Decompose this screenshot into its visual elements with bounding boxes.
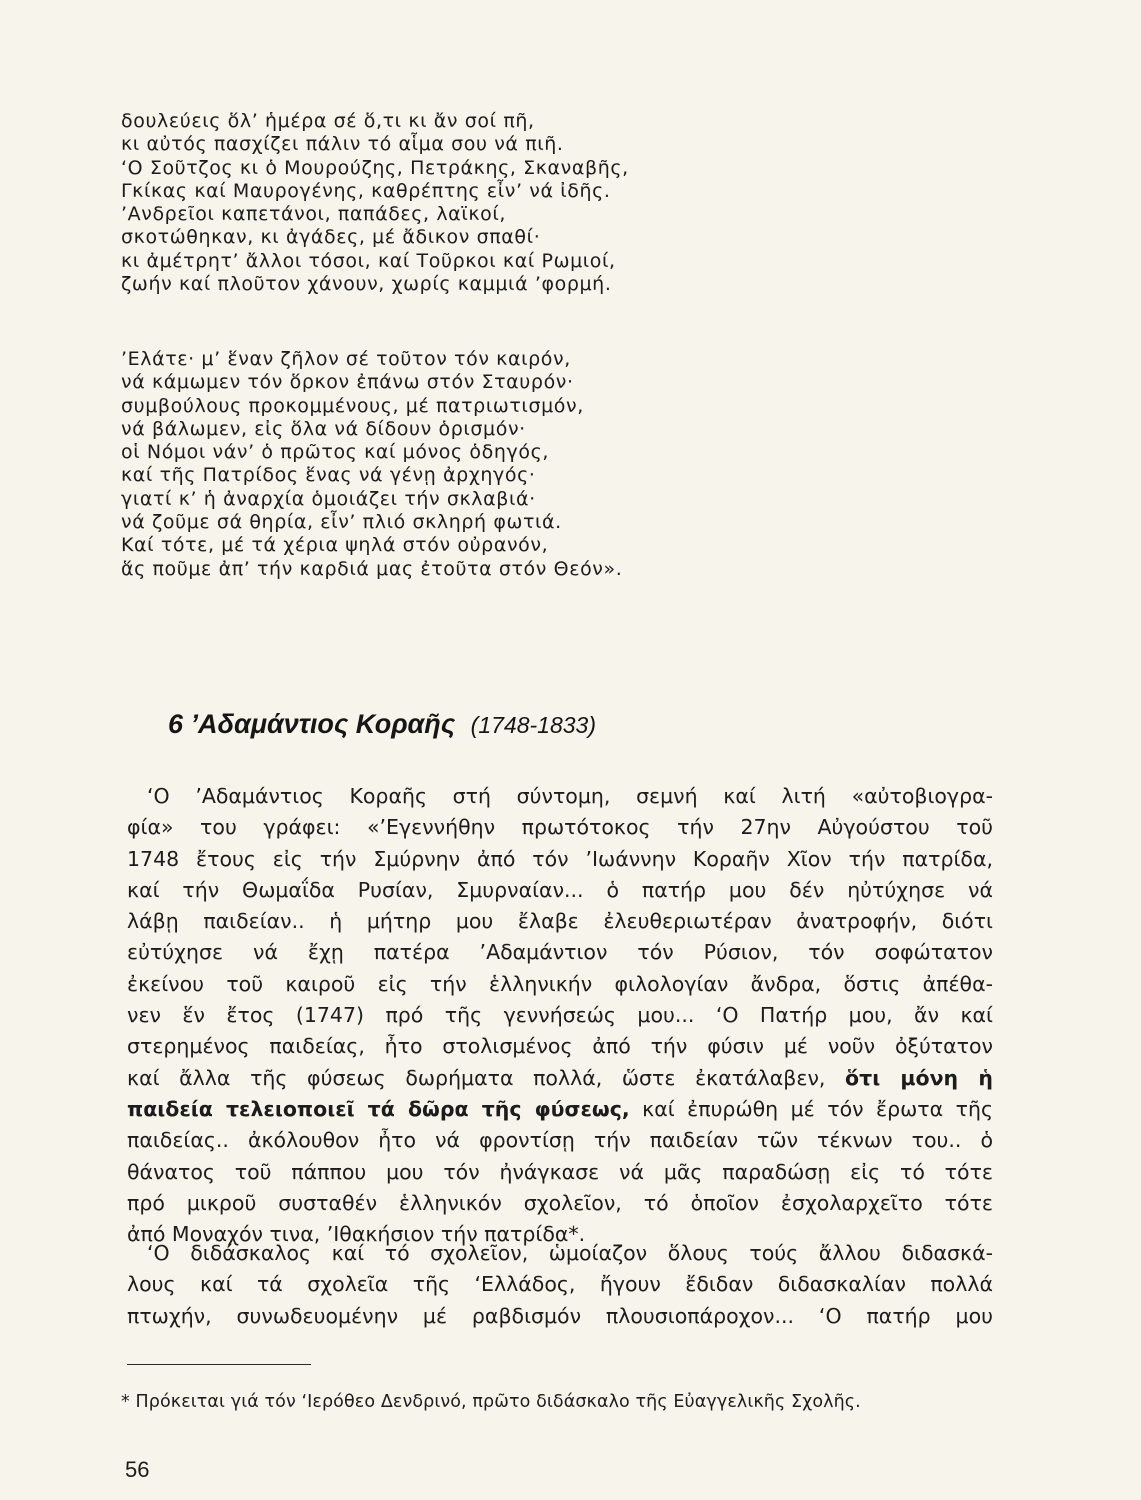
section-number: 6 <box>168 709 184 739</box>
section-dates: (1748-1833) <box>470 712 596 738</box>
text-line: θάνατος τοῦ πάππου μου τόν ἠνάγκασε νά μᾶς παραδώσῃ εἰς τό τότε <box>127 1159 993 1184</box>
text-line: ἐκείνου τοῦ καιροῦ εἰς τήν ἑλληνικήν φιλολογίαν ἄνδρα, ὅστις ἀπέθα- <box>127 971 993 996</box>
poem-line: ‘Ο Σοῦτζος κι ὁ Μουρούζης, Πετράκης, Σκαναβῆς, <box>121 156 629 179</box>
text-line <box>127 1094 993 1125</box>
text-line: λους καί τά σχολεῖα τῆς ‘Ελλάδος, ἤγουν ἔδιδαν διδασκαλίαν πολλά <box>127 1272 993 1297</box>
text-line: παιδείας.. ἀκόλουθον ἦτο νά φροντίσῃ τήν παιδείαν τῶν τέκνων του.. ὁ <box>127 1128 993 1153</box>
poem-line: δουλεύεις ὅλ’ ἡμέρα σέ ὅ,τι κι ἄν σοί πῆ, <box>121 110 535 132</box>
text-line: πτωχήν, συνωδευομένην μέ ραβδισμόν πλουσιοπάροχον... ‘Ο πατήρ μου <box>127 1303 993 1328</box>
poem-line: καί τῆς Πατρίδος ἕνας νά γένῃ ἀρχηγός· <box>121 464 536 487</box>
footnote-divider <box>127 1364 311 1365</box>
paragraph-1 <box>127 781 993 1250</box>
poem-line: ’Ανδρεῖοι καπετάνοι, παπάδες, λαϊκοί, <box>121 203 507 226</box>
text-line: στερημένος παιδείας, ἦτο στολισμένος ἀπό τήν φύσιν μέ νοῦν ὀξύτατον <box>127 1034 993 1059</box>
text-line: λάβῃ παιδείαν.. ἡ μήτηρ μου ἔλαβε ἐλευθεριωτέραν ἀνατροφήν, διότι <box>127 909 993 934</box>
poem-stanza-1 <box>121 110 761 296</box>
text-line: ‘Ο ’Αδαμάντιος Κοραῆς στή σύντομη, σεμνή καί λιτή «αὐτοβιογρα- <box>147 784 993 808</box>
emphasized-text: ὅτι μόνη ἡ <box>845 1065 993 1090</box>
poem-line: γιατί κ’ ἡ ἀναρχία ὁμοιάζει τήν σκλαβιά· <box>121 487 536 510</box>
poem-line: νά βάλωμεν, εἰς ὅλα νά δίδουν ὁρισμόν· <box>121 417 526 440</box>
text-line: ‘Ο διδάσκαλος καί τό σχολεῖον, ὡμοίαζον ὅλους τούς ἄλλου διδασκά- <box>147 1241 993 1265</box>
footnote: * Πρόκειται γιά τόν ‘Ιερόθεο Δενδρινό, πρῶτο διδάσκαλο τῆς Εὐαγγελικῆς Σχολῆς. <box>121 1392 861 1412</box>
page-number: 56 <box>125 1457 150 1482</box>
poem-line: νά κάμωμεν τόν ὅρκον ἐπάνω στόν Σταυρόν· <box>121 371 574 394</box>
poem-stanza-2 <box>121 348 761 581</box>
text-span: καί ἄλλα τῆς φύσεως δωρήματα πολλά, ὥστε ἐκατάλαβεν, <box>127 1065 846 1090</box>
poem-line: Καί τότε, μέ τά χέρια ψηλά στόν οὐρανόν, <box>121 534 549 557</box>
poem-line: νά ζοῦμε σά θηρία, εἶν’ πλιό σκληρή φωτιά. <box>121 511 562 534</box>
poem-line: συμβούλους προκομμένους, μέ πατριωτισμόν, <box>121 394 584 417</box>
poem-line: ἅς ποῦμε ἀπ’ τήν καρδιά μας ἐτοῦτα στόν Θεόν». <box>121 557 623 580</box>
poem-line: Γκίκας καί Μαυρογένης, καθρέπτης εἶν’ νά ἰδῆς. <box>121 179 611 202</box>
text-span: καί ἐπυρώθη μέ τόν ἔρωτα τῆς <box>629 1096 993 1121</box>
poem-line: ’Ελάτε· μ’ ἕναν ζῆλον σέ τοῦτον τόν καιρόν, <box>121 348 571 370</box>
text-line: νεν ἕν ἔτος (1747) πρό τῆς γεννήσεώς μου... ‘Ο Πατήρ μου, ἄν καί <box>127 1003 993 1028</box>
text-line: ἀπό Μοναχόν τινα, ’Ιθακήσιον τήν πατρίδα*. <box>127 1222 586 1247</box>
paragraph-2 <box>127 1238 993 1332</box>
poem-line: κι ἀμέτρητ’ ἄλλοι τόσοι, καί Τοῦρκοι καί Ρωμιοί, <box>121 249 616 272</box>
emphasized-text: παιδεία τελειοποιεῖ τά δῶρα τῆς φύσεως, <box>127 1096 630 1121</box>
text-line: 1748 ἔτους εἰς τήν Σμύρνην ἀπό τόν ’Ιωάννην Κοραῆν Χῖον τήν πατρίδα, <box>127 846 993 871</box>
poem-line: οἱ Νόμοι νάν’ ὁ πρῶτος καί μόνος ὁδηγός, <box>121 441 549 464</box>
text-line: πρό μικροῦ συσταθέν ἑλληνικόν σχολεῖον, τό ὁποῖον ἐσχολαρχεῖτο τότε <box>127 1190 993 1215</box>
section-name: ’Αδαμάντιος Κοραῆς <box>190 709 456 739</box>
section-heading <box>168 709 596 740</box>
text-line <box>127 1063 993 1094</box>
poem-line: κι αὐτός πασχίζει πάλιν τό αἷμα σου νά πιῆ. <box>121 133 564 156</box>
text-line: εὐτύχησε νά ἔχῃ πατέρα ’Αδαμάντιον τόν Ρύσιον, τόν σοφώτατον <box>127 940 993 965</box>
text-line: καί τήν Θωμαΐδα Ρυσίαν, Σμυρναίαν... ὁ πατήρ μου δέν ηὐτύχησε νά <box>127 877 993 902</box>
text-line: φία» του γράφει: «’Εγεννήθην πρωτότοκος τήν 27ην Αὐγούστου τοῦ <box>127 815 993 840</box>
poem-line: σκοτώθηκαν, κι ἀγάδες, μέ ἄδικον σπαθί· <box>121 226 541 249</box>
poem-line: ζωήν καί πλοῦτον χάνουν, χωρίς καμμιά ’φορμή. <box>121 273 612 296</box>
